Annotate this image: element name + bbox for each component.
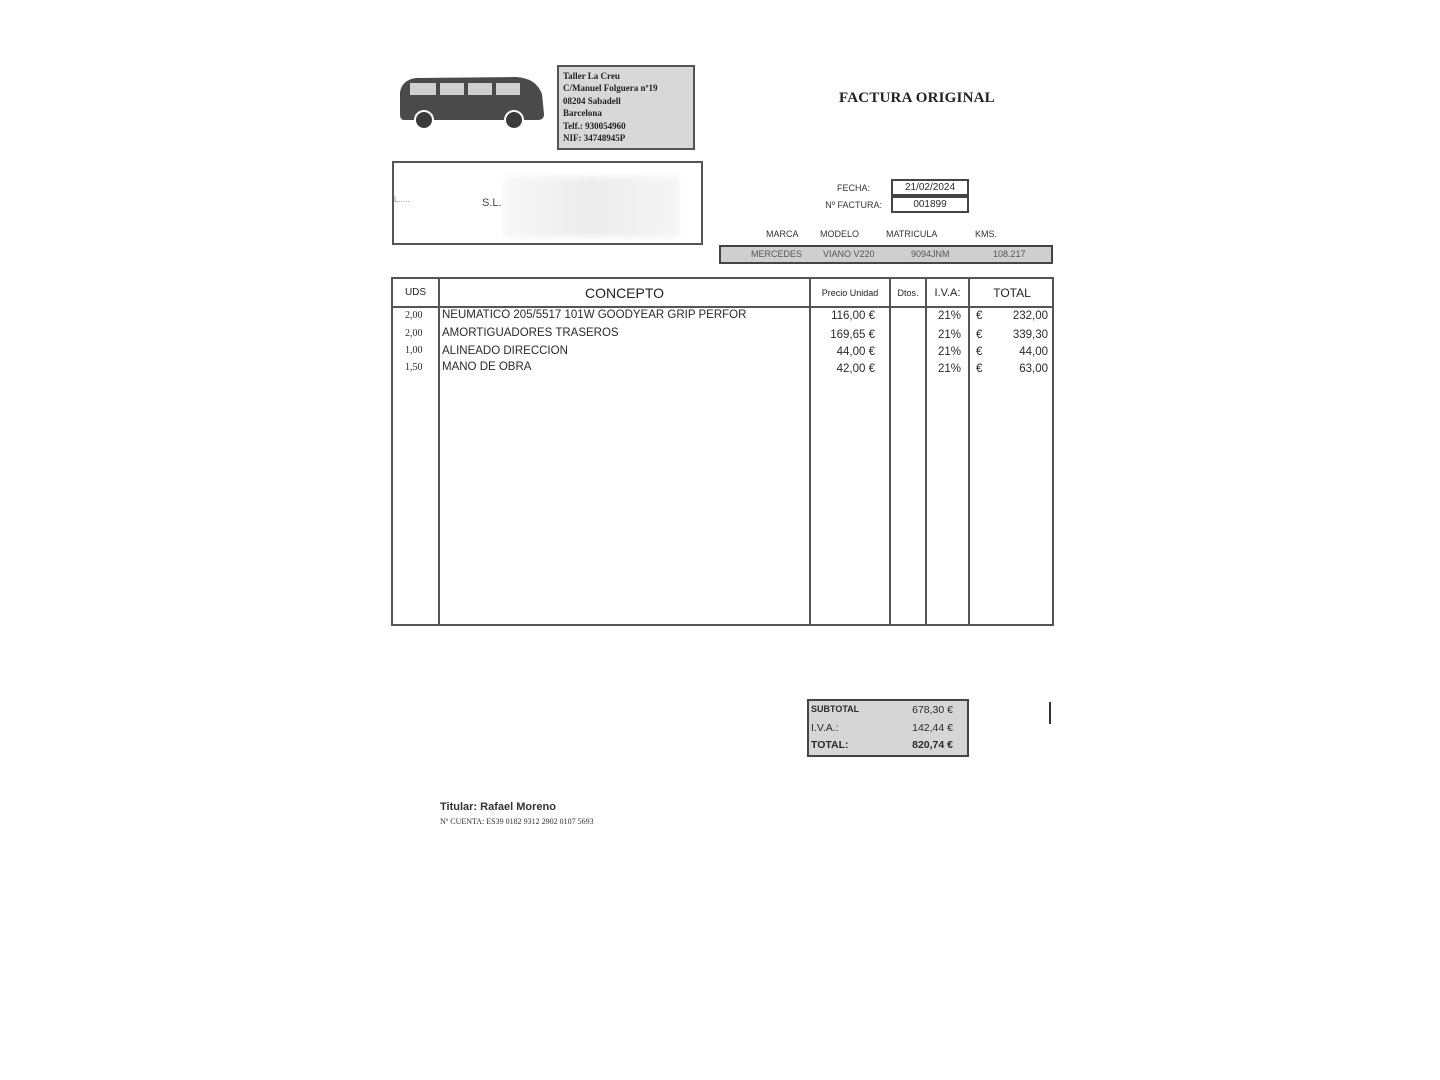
client-line-2: S.L. xyxy=(482,197,502,209)
company-region: Barcelona xyxy=(563,108,602,119)
header-concepto: CONCEPTO xyxy=(584,284,665,301)
header-divider xyxy=(393,306,1052,308)
iva-row xyxy=(811,722,953,739)
column-divider xyxy=(925,279,927,624)
kms-label: KMS. xyxy=(975,229,998,239)
row-currency: € xyxy=(976,329,983,341)
company-address: C/Manuel Folguera nº19 xyxy=(563,83,658,94)
row-precio: 42,00 € xyxy=(836,363,875,375)
row-precio: 116,00 € xyxy=(831,310,875,322)
vehicle-marca: MERCEDES xyxy=(751,249,803,259)
subtotal-value: 678,30 € xyxy=(912,704,953,716)
row-precio: 44,00 € xyxy=(836,346,875,358)
subtotal-row xyxy=(811,704,953,721)
factura-label: Nº FACTURA: xyxy=(825,200,882,210)
vehicle-kms: 108.217 xyxy=(993,249,1026,259)
row-total: 339,30 xyxy=(1012,329,1048,341)
marca-label: MARCA xyxy=(766,229,799,239)
fecha-value: 21/02/2024 xyxy=(891,179,969,196)
header-total: TOTAL xyxy=(993,285,1031,300)
row-iva: 21% xyxy=(938,310,962,322)
subtotal-label: SUBTOTAL xyxy=(811,704,860,714)
modelo-label: MODELO xyxy=(820,229,860,239)
total-value: 820,74 € xyxy=(912,739,953,751)
account-holder: Titular: Rafael Moreno xyxy=(440,801,556,813)
van-logo-icon xyxy=(396,74,546,130)
row-iva: 21% xyxy=(938,363,962,375)
row-concepto: MANO DE OBRA xyxy=(442,361,532,373)
header-iva: I.V.A: xyxy=(934,286,961,299)
row-currency: € xyxy=(976,346,983,358)
row-total: 44,00 xyxy=(1019,346,1048,358)
matricula-label: MATRICULA xyxy=(886,229,938,239)
column-divider xyxy=(438,279,440,624)
row-uds: 1,00 xyxy=(405,345,423,356)
row-currency: € xyxy=(976,363,983,375)
factura-value: 001899 xyxy=(891,196,969,213)
row-uds: 2,00 xyxy=(405,310,423,321)
fecha-label: FECHA: xyxy=(836,183,870,193)
row-iva: 21% xyxy=(938,346,962,358)
header-precio-unidad: Precio Unidad xyxy=(821,287,879,298)
company-info-box xyxy=(557,65,695,150)
row-concepto: AMORTIGUADORES TRASEROS xyxy=(442,327,619,339)
row-iva: 21% xyxy=(938,329,962,341)
iva-value: 142,44 € xyxy=(912,722,953,734)
row-total: 232,00 xyxy=(1012,310,1048,322)
vehicle-matricula: 9094JNM xyxy=(911,249,950,259)
client-box xyxy=(392,161,703,245)
vehicle-modelo: VIANO V220 xyxy=(823,249,875,259)
client-line-1: L..... xyxy=(394,195,410,204)
column-divider xyxy=(889,279,891,624)
total-row xyxy=(811,739,953,756)
redacted-area xyxy=(504,177,679,237)
margin-mark xyxy=(1049,702,1051,724)
document-title: FACTURA ORIGINAL xyxy=(839,90,995,106)
row-concepto: NEUMATICO 205/5517 101W GOODYEAR GRIP PERFOR xyxy=(442,309,747,321)
row-uds: 1,50 xyxy=(405,362,423,373)
company-logo xyxy=(396,74,546,130)
header-dtos: Dtos. xyxy=(897,287,919,298)
row-concepto: ALINEADO DIRECCION xyxy=(442,345,568,357)
row-uds: 2,00 xyxy=(405,328,423,339)
row-currency: € xyxy=(976,310,983,322)
row-precio: 169,65 € xyxy=(830,329,875,341)
iva-label: I.V.A.: xyxy=(811,722,839,734)
company-phone: Telf.: 930054960 xyxy=(563,120,626,131)
company-nif: NIF: 34748945P xyxy=(563,133,626,144)
header-uds: UDS xyxy=(404,287,427,298)
row-total: 63,00 xyxy=(1019,363,1048,375)
vehicle-data-bar xyxy=(719,245,1053,264)
total-label: TOTAL: xyxy=(811,739,849,751)
company-postal-city: 08204 Sabadell xyxy=(563,95,621,106)
totals-box xyxy=(807,699,969,757)
company-name: Taller La Creu xyxy=(563,71,620,81)
account-number: Nº CUENTA: ES39 0182 9312 2902 0107 5693 xyxy=(440,817,594,826)
items-table xyxy=(391,277,1054,626)
